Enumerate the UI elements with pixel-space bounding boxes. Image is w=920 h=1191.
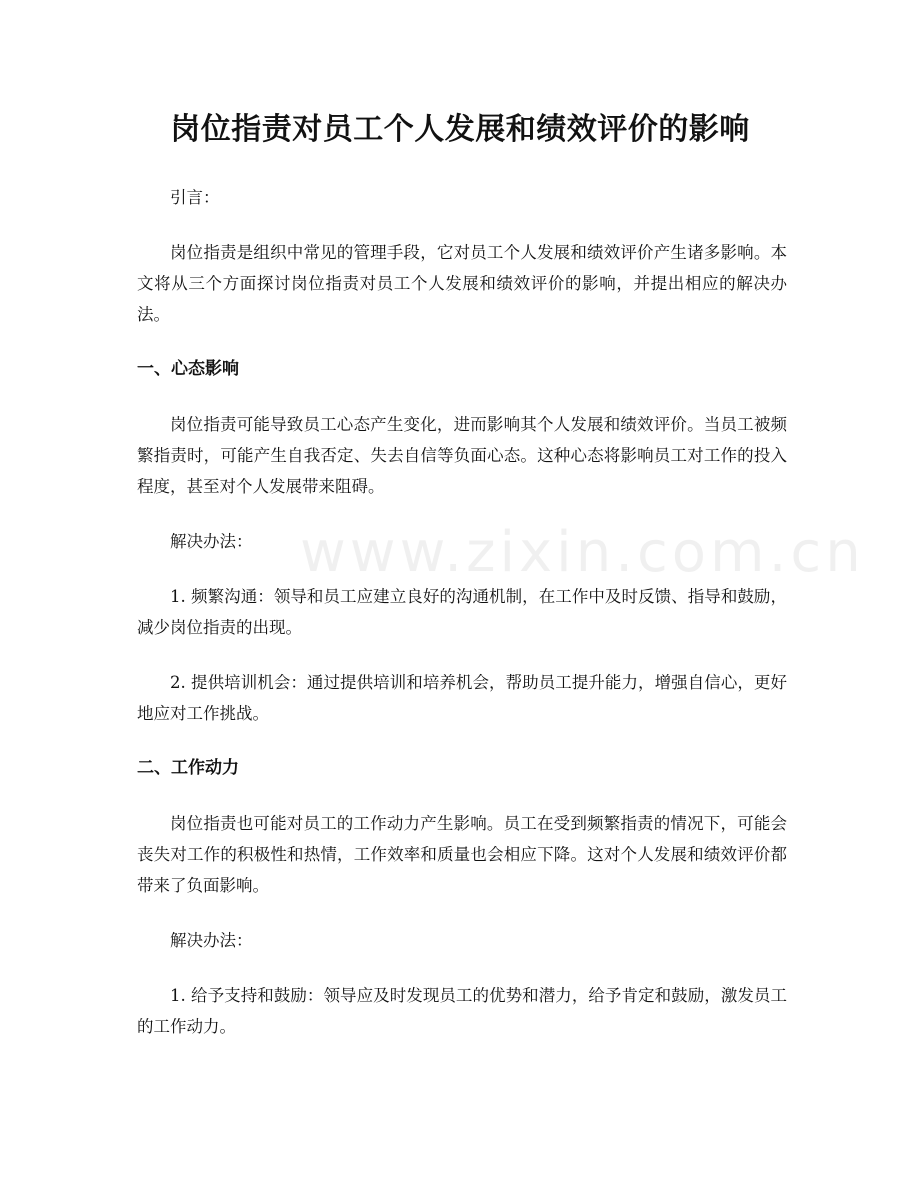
document-title: 岗位指责对员工个人发展和绩效评价的影响	[170, 112, 750, 147]
paragraph-mindset: 岗位指责可能导致员工心态产生变化，进而影响其个人发展和绩效评价。当员工被频繁指责时，可能产生自我否定、失去自信等负面心态。这种心态将影响员工对工作的投入程度，甚至对个人发展带来阻碍。	[137, 415, 787, 496]
paragraph-intro-label: 引言：	[170, 188, 220, 207]
list-item-solution: 1. 给予支持和鼓励：领导应及时发现员工的优势和潜力，给予肯定和鼓励，激发员工的工作动力。	[137, 986, 787, 1036]
paragraph-intro: 岗位指责是组织中常见的管理手段，它对员工个人发展和绩效评价产生诸多影响。本文将从三个方面探讨岗位指责对员工个人发展和绩效评价的影响，并提出相应的解决办法。	[137, 243, 787, 324]
paragraph-solution-label: 解决办法：	[170, 931, 253, 950]
paragraph-solution-label: 解决办法：	[170, 532, 253, 551]
list-item-solution: 2. 提供培训机会：通过提供培训和培养机会，帮助员工提升能力，增强自信心，更好地应对工作挑战。	[137, 673, 787, 723]
section-heading-motivation: 二、工作动力	[137, 758, 239, 778]
document-body	[137, 182, 787, 1066]
paragraph-motivation: 岗位指责也可能对员工的工作动力产生影响。员工在受到频繁指责的情况下，可能会丧失对工作的积极性和热情，工作效率和质量也会相应下降。这对个人发展和绩效评价都带来了负面影响。	[137, 814, 787, 895]
section-heading-mindset: 一、心态影响	[137, 359, 239, 379]
list-item-solution: 1. 频繁沟通：领导和员工应建立良好的沟通机制，在工作中及时反馈、指导和鼓励，减少岗位指责的出现。	[137, 587, 787, 637]
watermark: www.zixin.com.cn	[300, 520, 865, 585]
